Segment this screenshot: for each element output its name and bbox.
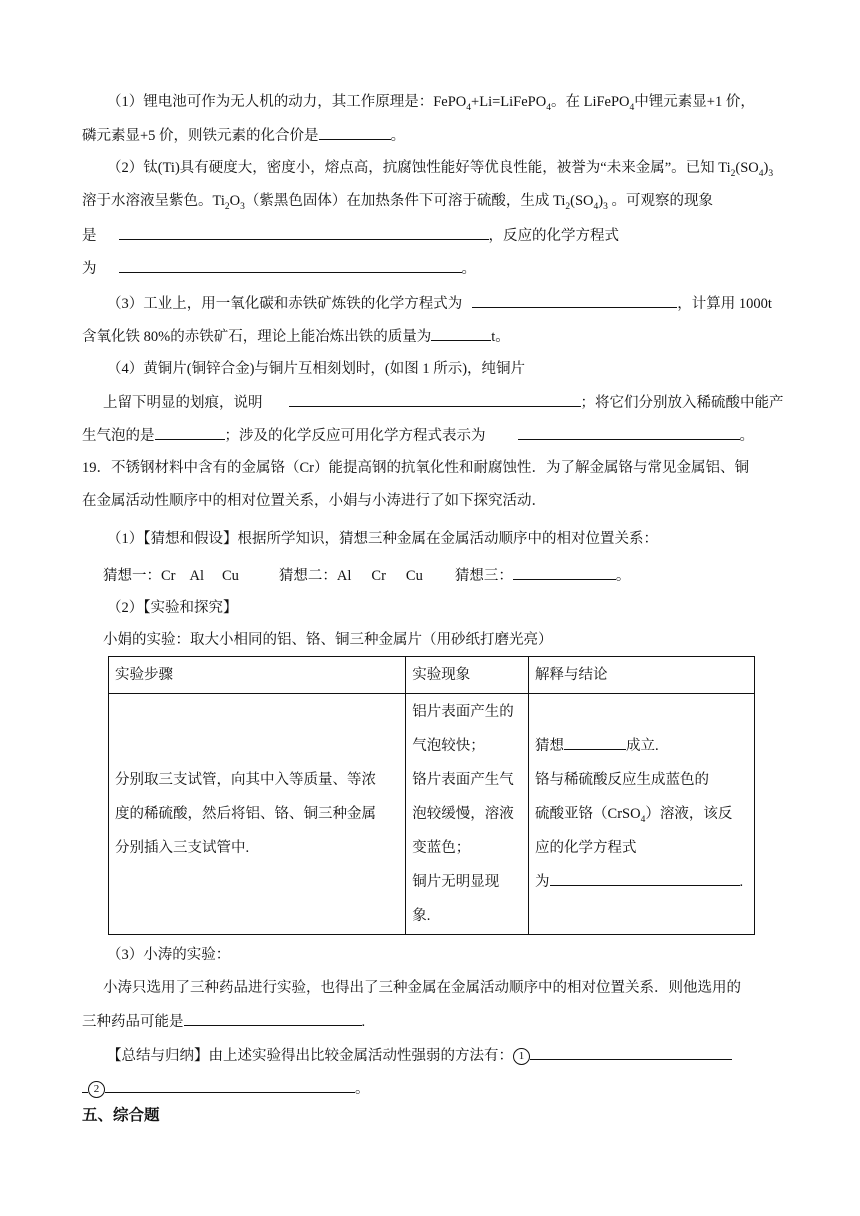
answer-blank[interactable] bbox=[513, 565, 616, 580]
answer-blank[interactable] bbox=[564, 735, 626, 750]
q18-p1-line1: （1）锂电池可作为无人机的动力，其工作原理是：FePO$_4$+Li=LiFePO$_4$。在 LiFePO$_4$中锂元素显+1 价， bbox=[107, 94, 755, 113]
phenomenon-line: 铬片表面产生气 bbox=[412, 772, 514, 788]
answer-blank[interactable] bbox=[518, 425, 740, 440]
q19-section3-heading: （3）小涛的实验： bbox=[107, 947, 231, 963]
steps-line: 分别插入三支试管中. bbox=[115, 840, 250, 856]
q18-p1-line2: 磷元素显+5 价，则铁元素的化合价是 。 bbox=[82, 125, 405, 146]
circled-number-2: 2 bbox=[88, 1081, 105, 1098]
answer-blank[interactable] bbox=[550, 871, 740, 886]
q19-section3-line1: 小涛只选用了三种药品进行实验，也得出了三种金属在金属活动顺序中的相对位置关系．则他选用的 bbox=[103, 980, 741, 996]
q18-p3-line2: 含氧化铁 80%的赤铁矿石，理论上能冶炼出铁的质量为 t。 bbox=[82, 326, 510, 347]
q18-p2-line1: （2）钛(Ti)具有硬度大，密度小，熔点高，抗腐蚀性能好等优良性能，被誉为“未来金属”。已知 $Ti_2(SO_4)_3$ bbox=[107, 160, 774, 179]
q19-summary-line1: 【总结与归纳】由上述实验得出比较金属活动性强弱的方法有： 1 bbox=[107, 1045, 732, 1066]
answer-blank[interactable] bbox=[105, 1078, 355, 1093]
conclusion-equation: 为 . bbox=[535, 865, 748, 899]
q18-p4-line2: 上留下明显的划痕，说明 ；将它们分别放入稀硫酸中能产 bbox=[103, 392, 784, 413]
q19-intro-line2: 在金属活动性顺序中的相对位置关系，小娟与小涛进行了如下探究活动． bbox=[82, 493, 546, 509]
answer-blank[interactable] bbox=[155, 425, 225, 440]
answer-blank[interactable] bbox=[184, 1011, 362, 1026]
phenomenon-line: 铝片表面产生的 bbox=[412, 704, 514, 720]
steps-line: 度的稀硫酸，然后将铝、铬、铜三种金属 bbox=[115, 806, 376, 822]
table-header: 解释与结论 bbox=[529, 657, 755, 694]
conclusion-guess: 猜想 成立. bbox=[535, 729, 748, 763]
answer-blank[interactable] bbox=[289, 392, 581, 407]
table-header: 实验步骤 bbox=[109, 657, 406, 694]
section-heading: 五、综合题 bbox=[82, 1107, 160, 1124]
q18-p2-line2: 溶于水溶液呈紫色。$Ti_2O_3$（紫黑色固体）在加热条件下可溶于硫酸，生成 $Ti_2(SO_4)_3$ 。可观察的现象 bbox=[82, 193, 713, 212]
answer-blank[interactable] bbox=[119, 225, 489, 240]
q19-summary-line2: 2 。 bbox=[82, 1078, 370, 1099]
q19-section3-line2: 三种药品可能是 . bbox=[82, 1011, 365, 1032]
q19-section2-intro: 小娟的实验：取大小相同的铝、铬、铜三种金属片（用砂纸打磨光亮） bbox=[103, 632, 553, 648]
q18-p2-line3: 是 ，反应的化学方程式 bbox=[82, 225, 619, 246]
answer-blank[interactable] bbox=[472, 293, 677, 308]
conclusion-line: 应的化学方程式 bbox=[535, 840, 637, 856]
q18-p4-line3: 生气泡的是 ；涉及的化学反应可用化学方程式表示为 。 bbox=[82, 425, 754, 446]
q18-p2-line4: 为 。 bbox=[82, 258, 476, 279]
conclusion-line: 硫酸亚铬（CrSO$_4$）溶液，该反 bbox=[535, 806, 733, 825]
q18-p3-line1: （3）工业上，用一氧化碳和赤铁矿炼铁的化学方程式为 ，计算用 1000t bbox=[107, 293, 772, 314]
q18-p4-line1: （4）黄铜片(铜锌合金)与铜片互相刻划时，(如图 1 所示)，纯铜片 bbox=[107, 361, 526, 377]
phenomenon-line: 变蓝色； bbox=[412, 840, 471, 856]
q19-intro-line1: 19．不锈钢材料中含有的金属铬（Cr）能提高钢的抗氧化性和耐腐蚀性．为了解金属铬与常见金属铝、铜 bbox=[82, 460, 749, 476]
phenomenon-line: 象. bbox=[412, 908, 431, 924]
q19-section1-heading: （1）【猜想和假设】根据所学知识，猜想三种金属在金属活动顺序中的相对位置关系： bbox=[107, 531, 658, 547]
circled-number-1: 1 bbox=[513, 1048, 530, 1065]
conclusion-line: 铬与稀硫酸反应生成蓝色的 bbox=[535, 772, 710, 788]
answer-blank[interactable] bbox=[319, 125, 391, 140]
table-cell-phenomena bbox=[406, 694, 529, 935]
phenomenon-line: 气泡较快； bbox=[412, 738, 485, 754]
answer-blank[interactable] bbox=[119, 258, 462, 273]
table-cell-conclusion bbox=[529, 694, 755, 935]
experiment-table bbox=[108, 656, 755, 935]
table-cell-steps bbox=[109, 694, 406, 935]
phenomenon-line: 泡较缓慢，溶液 bbox=[412, 806, 514, 822]
q19-section2-heading: （2）【实验和探究】 bbox=[107, 600, 238, 616]
answer-blank[interactable] bbox=[431, 326, 491, 341]
phenomenon-line: 铜片无明显现 bbox=[412, 874, 500, 890]
answer-blank[interactable] bbox=[530, 1045, 732, 1060]
table-header: 实验现象 bbox=[406, 657, 529, 694]
steps-line: 分别取三支试管，向其中入等质量、等浓 bbox=[115, 772, 376, 788]
q19-guesses: 猜想一：Cr Al Cu 猜想二：Al Cr Cu 猜想三： 。 bbox=[103, 565, 630, 586]
